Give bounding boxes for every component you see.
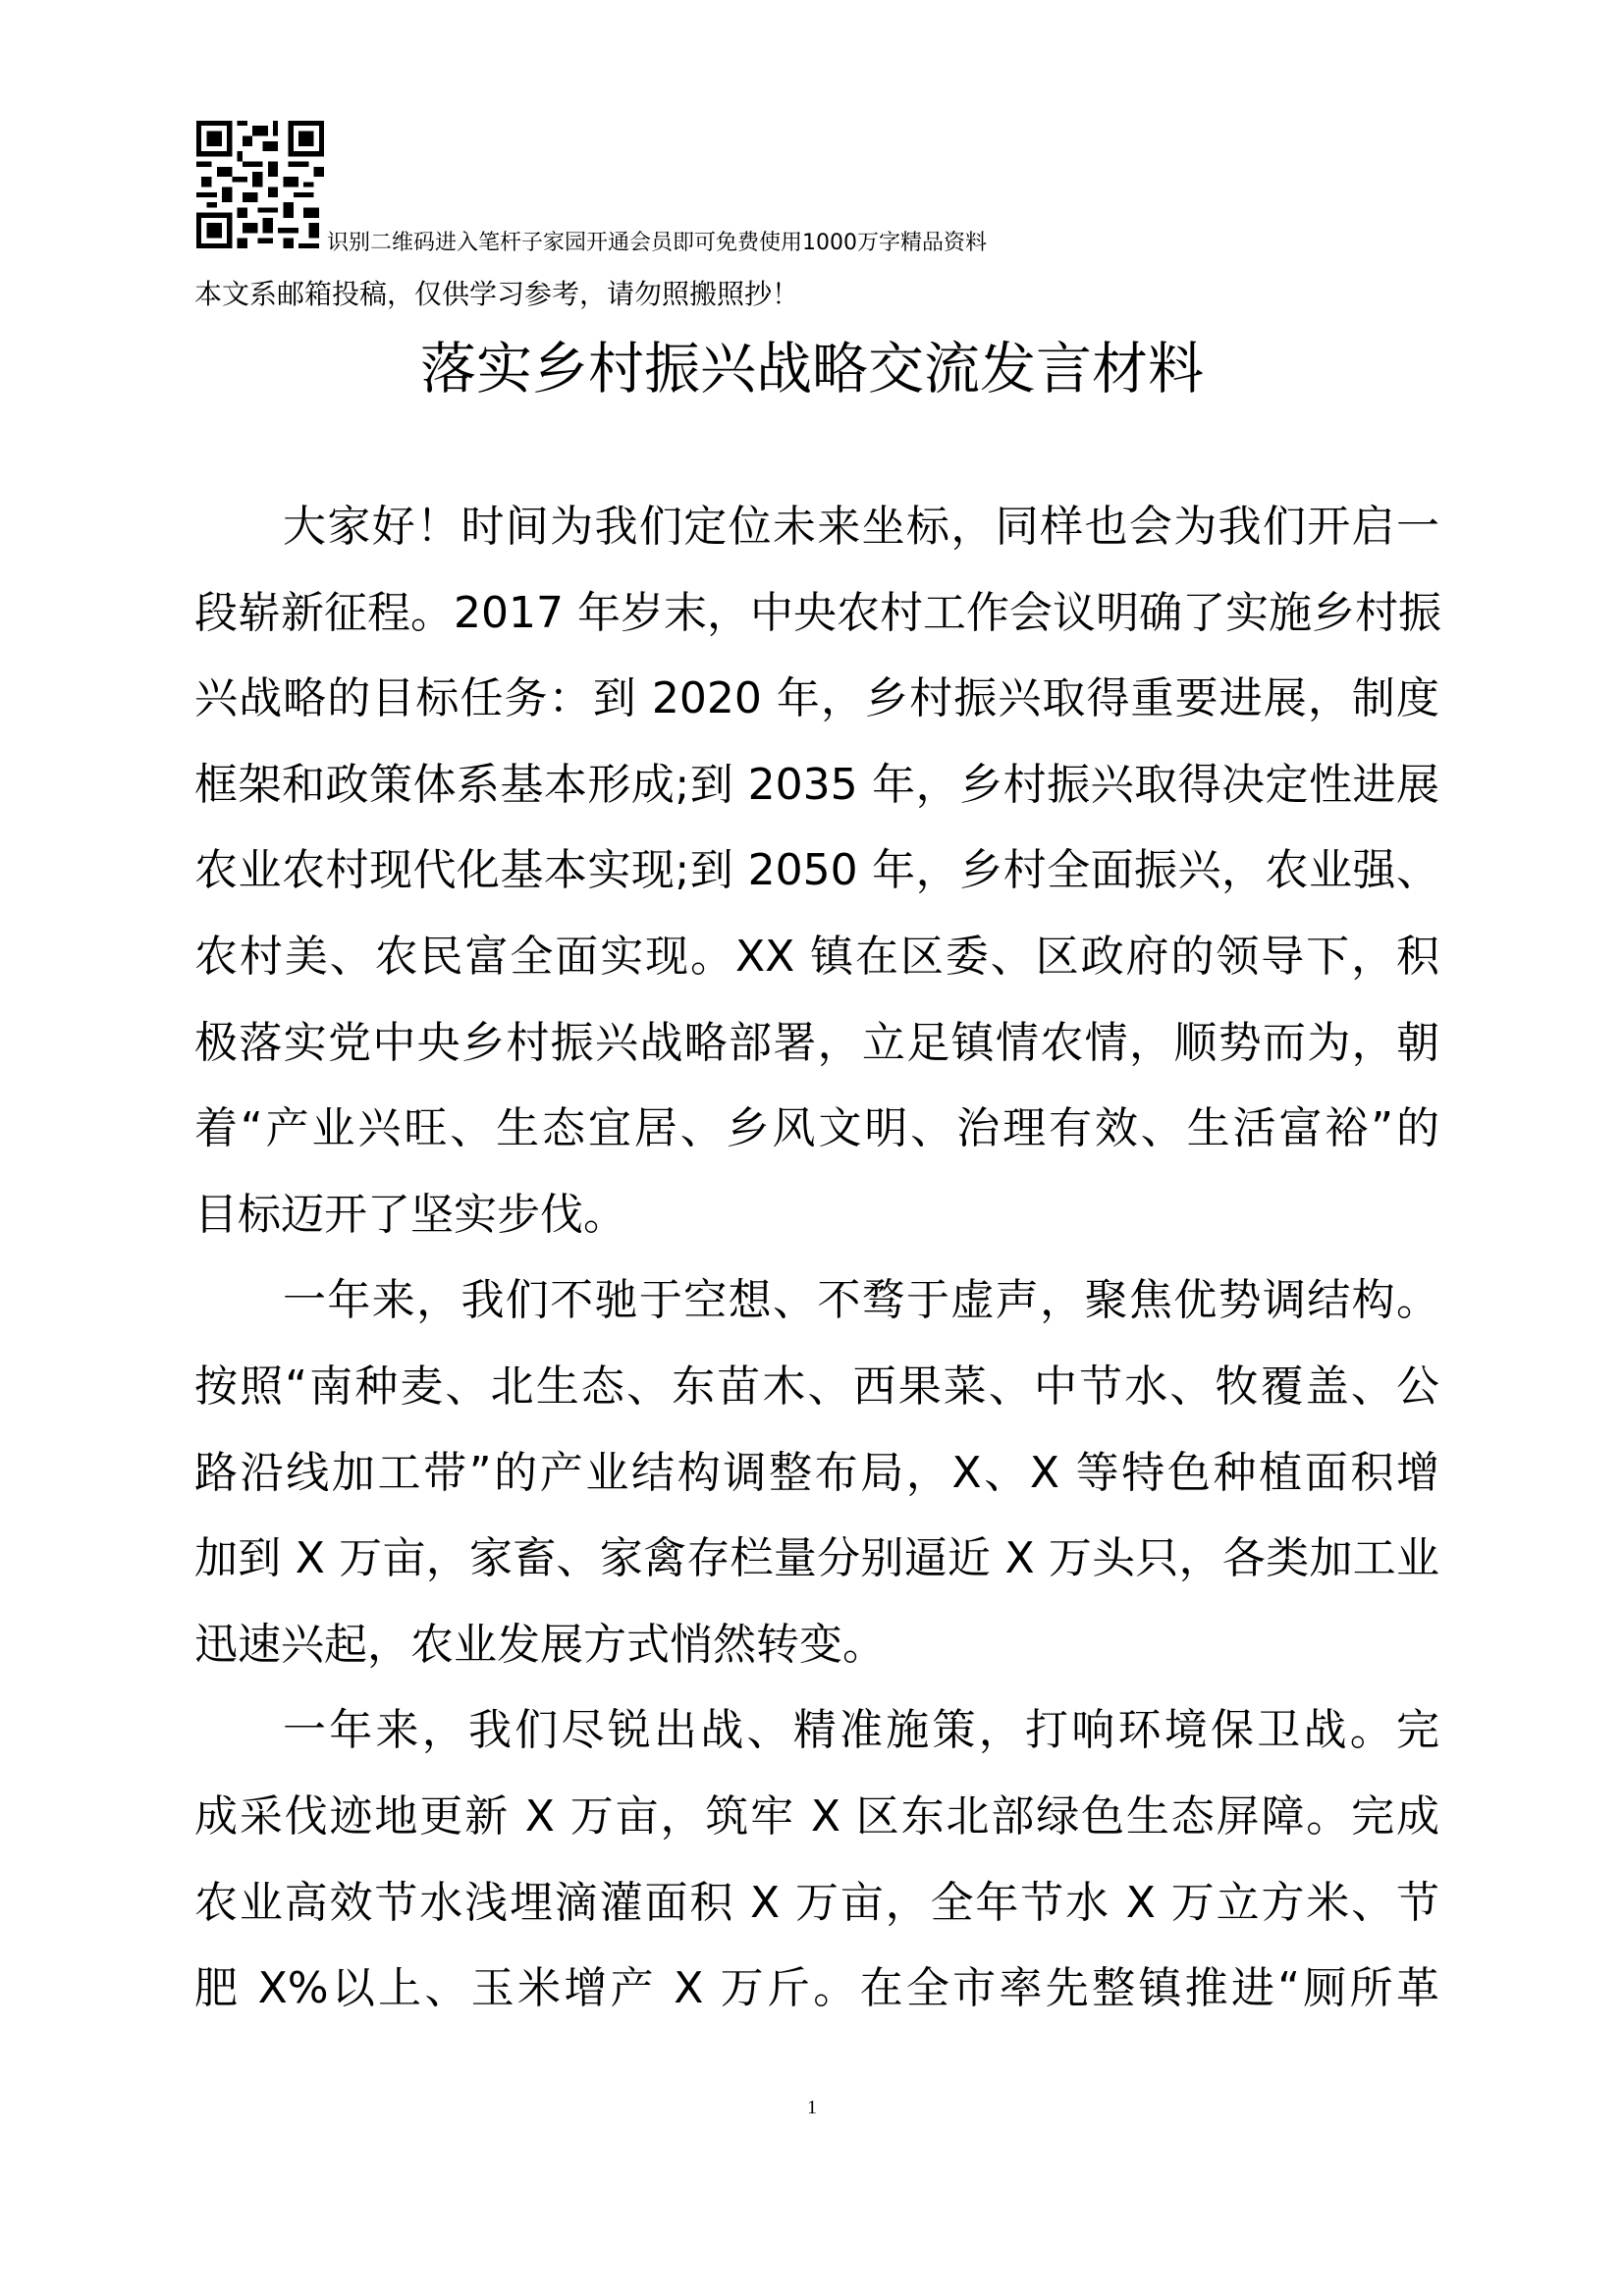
text-line: 农业农村现代化基本实现;到 2050 年，乡村全面振兴，农业强、 xyxy=(194,845,1439,896)
text-line: 兴战略的目标任务：到 2020 年，乡村振兴取得重要进展，制度 xyxy=(194,673,1439,724)
text-line: 按照“南种麦、北生态、东苗木、西果菜、中节水、牧覆盖、公 xyxy=(194,1361,1439,1412)
text-line: 极落实党中央乡村振兴战略部署，立足镇情农情，顺势而为，朝 xyxy=(194,1017,1439,1068)
text-line: 一年来，我们不驰于空想、不骛于虚声，聚焦优势调结构。 xyxy=(283,1275,1439,1326)
text-line: 框架和政策体系基本形成;到 2035 年，乡村振兴取得决定性进展 xyxy=(194,759,1439,810)
text-line: 路沿线加工带”的产业结构调整布局，X、X 等特色种植面积增 xyxy=(194,1447,1439,1498)
qr-caption: 识别二维码进入笔杆子家园开通会员即可免费使用1000万字精品资料 xyxy=(327,231,987,255)
paragraph xyxy=(194,484,1439,1257)
text-line: 大家好！时间为我们定位未来坐标，同样也会为我们开启一 xyxy=(283,502,1439,552)
text-line: 段崭新征程。2017 年岁末，中央农村工作会议明确了实施乡村振 xyxy=(194,587,1441,638)
page-number: 1 xyxy=(807,2097,817,2118)
text-line: 迅速兴起，农业发展方式悄然转变。 xyxy=(194,1619,886,1670)
document-title: 落实乡村振兴战略交流发言材料 xyxy=(420,337,1204,401)
text-line: 农村美、农民富全面实现。XX 镇在区委、区政府的领导下，积 xyxy=(194,931,1439,982)
qr-code-icon xyxy=(196,121,324,248)
text-line: 成采伐迹地更新 X 万亩，筑牢 X 区东北部绿色生态屏障。完成 xyxy=(194,1790,1439,1842)
text-line: 加到 X 万亩，家畜、家禽存栏量分别逼近 X 万头只，各类加工业 xyxy=(194,1533,1439,1584)
text-line: 肥 X%以上、玉米增产 X 万斤。在全市率先整镇推进“厕所革 xyxy=(194,1963,1439,2014)
text-line: 目标迈开了坚实步伐。 xyxy=(194,1189,626,1240)
paragraph xyxy=(194,1687,1439,2031)
document-body xyxy=(194,484,1439,2032)
text-line: 农业高效节水浅埋滴灌面积 X 万亩，全年节水 X 万立方米、节 xyxy=(194,1877,1439,1928)
text-line: 一年来，我们尽锐出战、精准施策，打响环境保卫战。完 xyxy=(283,1705,1439,1756)
copyright-notice: 本文系邮箱投稿，仅供学习参考，请勿照搬照抄！ xyxy=(194,278,800,310)
text-line: 着“产业兴旺、生态宜居、乡风文明、治理有效、生活富裕”的 xyxy=(194,1103,1439,1154)
paragraph xyxy=(194,1257,1439,1687)
